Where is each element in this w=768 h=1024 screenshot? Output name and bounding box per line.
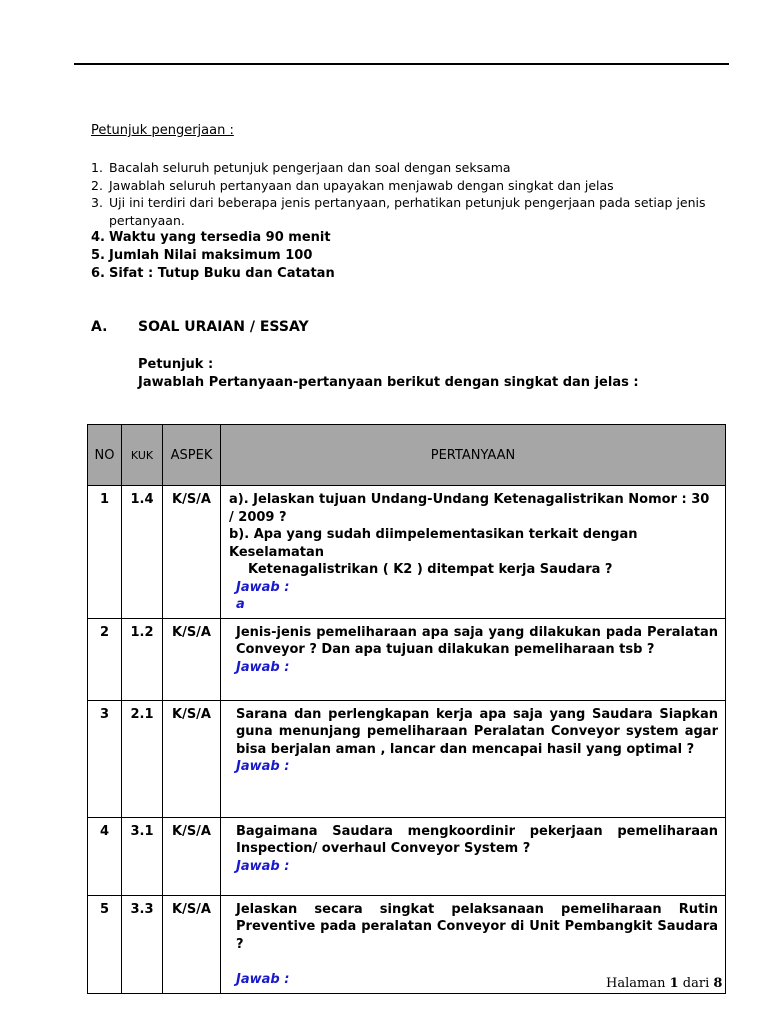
instruction-item [91,265,731,283]
instruction-number: 1. [91,160,103,175]
cell-aspek: K/S/A [163,817,221,895]
instruction-number: 6. [91,266,105,281]
section-title: SOAL URAIAN / ESSAY [138,319,309,335]
instruction-text: Bacalah seluruh petunjuk pengerjaan dan soal dengan seksama [109,160,511,175]
question-a: a). Jelaskan tujuan Undang-Undang Ketenagalistrikan Nomor : 30 / 2009 ? [229,492,710,525]
instruction-item [91,194,731,229]
cell-aspek: K/S/A [163,486,221,619]
instruction-number: 4. [91,230,105,245]
answer-label[interactable]: Jawab : [236,858,290,874]
instruction-item [91,247,731,265]
cell-question [221,700,726,817]
section-instructions [138,356,639,392]
petunjuk-label: Petunjuk : [138,357,214,372]
header-kuk: KUK [122,425,163,486]
table-row [88,700,726,817]
instruction-text: Jawablah seluruh pertanyaan dan upayakan menjawab dengan singkat dan jelas [109,177,614,193]
footer-page-number: 1 [669,976,679,991]
instructions-title: Petunjuk pengerjaan : [91,123,234,138]
table-row [88,486,726,619]
question-b-cont: Ketenagalistrikan ( K2 ) ditempat kerja Saudara ? [248,562,613,577]
section-letter: A. [91,319,108,335]
answer-label[interactable]: Jawab : [236,659,290,675]
instruction-number: 2. [91,177,103,193]
header-pertanyaan: PERTANYAAN [221,425,726,486]
cell-no: 1 [88,486,122,619]
cell-no: 3 [88,700,122,817]
header-no: NO [88,425,122,486]
instruction-text: Uji ini terdiri dari beberapa jenis pertanyaan, perhatikan petunjuk pengerjaan pada setiap jenis pertanyaan. [109,195,706,228]
cell-no: 5 [88,895,122,993]
cell-no: 4 [88,817,122,895]
cell-kuk: 3.1 [122,817,163,895]
instruction-number: 3. [91,195,103,210]
cell-kuk: 3.3 [122,895,163,993]
table-row [88,817,726,895]
cell-kuk: 1.4 [122,486,163,619]
footer-total-pages: 8 [713,976,723,991]
answer-label[interactable]: Jawab : [236,972,290,987]
question-text: Bagaimana Saudara mengkoordinir pekerjaan pemeliharaan Inspection/ overhaul Conveyor System ? [236,823,718,856]
cell-question [221,486,726,619]
instruction-item [91,177,731,195]
petunjuk-text: Jawablah Pertanyaan-pertanyaan berikut dengan singkat dan jelas : [138,375,639,390]
question-table [87,424,726,994]
question-b: b). Apa yang sudah diimpelementasikan terkait dengan Keselamatan [229,527,638,560]
instruction-item [91,159,731,177]
cell-aspek: K/S/A [163,895,221,993]
cell-kuk: 2.1 [122,700,163,817]
footer-prefix: Halaman [606,976,666,991]
cell-aspek: K/S/A [163,618,221,700]
header-aspek: ASPEK [163,425,221,486]
table-header-row [88,425,726,486]
instruction-text: Sifat : Tutup Buku dan Catatan [109,266,335,281]
instructions-list [91,159,731,283]
answer-text[interactable]: a [236,597,245,612]
header-rule [74,63,729,65]
instruction-text: Jumlah Nilai maksimum 100 [109,248,313,263]
instruction-number: 5. [91,248,105,263]
cell-aspek: K/S/A [163,700,221,817]
instruction-item [91,229,731,247]
question-text: Jenis-jenis pemeliharaan apa saja yang dilakukan pada Peralatan Conveyor ? Dan apa tujuan dilakukan pemeliharaan tsb ? [236,624,718,657]
question-text: Jelaskan secara singkat pelaksanaan pemeliharaan Rutin Preventive pada peralatan Conveyor di Unit Pembangkit Saudara ? [236,901,718,952]
instruction-text: Waktu yang tersedia 90 menit [109,230,331,245]
answer-label[interactable]: Jawab : [236,759,290,774]
table-row [88,618,726,700]
cell-question [221,618,726,700]
cell-no: 2 [88,618,122,700]
question-text: Sarana dan perlengkapan kerja apa saja yang Saudara Siapkan guna menunjang pemeliharaan Peralatan Conveyor system agar bisa berjalan aman , lancar dan mencapai hasil yang optimal ? [236,706,718,757]
cell-question [221,817,726,895]
cell-kuk: 1.2 [122,618,163,700]
answer-label: Jawab : [236,579,290,595]
page-footer [606,976,722,991]
footer-middle: dari [682,976,710,991]
